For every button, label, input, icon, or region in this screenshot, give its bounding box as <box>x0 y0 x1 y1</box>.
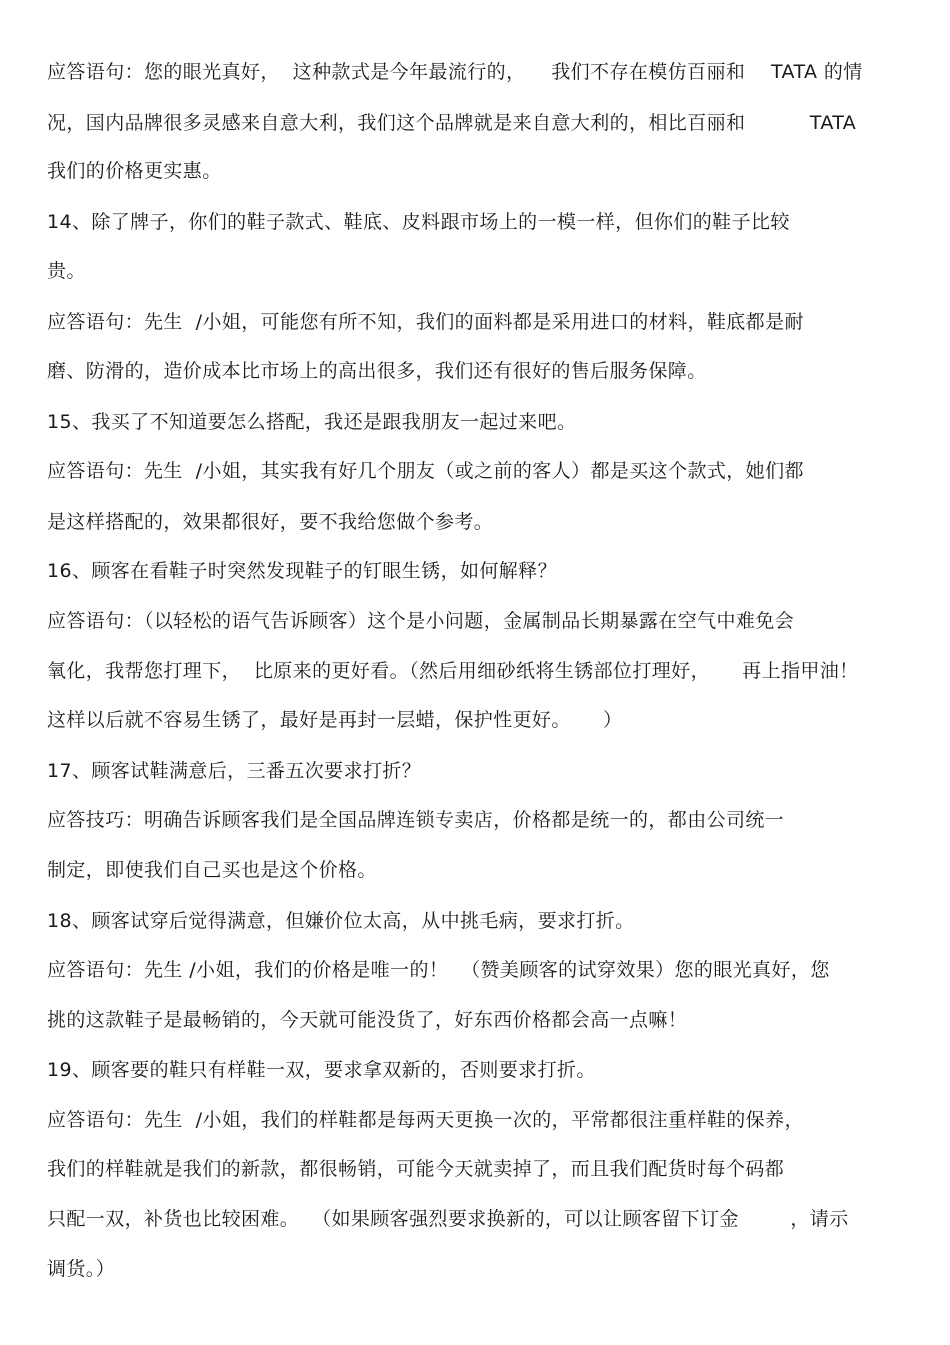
text-line-14: 这样以后就不容易生锈了，最好是再封一层蜡，保护性更好。 ） <box>47 709 623 731</box>
text-line-20: 挑的这款鞋子是最畅销的，今天就可能没货了，好东西价格都会高一点嘛！ <box>47 1009 688 1031</box>
text-line-16: 应答技巧：明确告诉顾客我们是全国品牌连锁专卖店，价格都是统一的，都由公司统一 <box>47 809 785 831</box>
text-line-25: 调货。） <box>47 1258 116 1280</box>
text-line-15: 17、顾客试鞋满意后，三番五次要求打折？ <box>47 760 422 782</box>
text-line-1: 应答语句：您的眼光真好， 这种款式是今年最流行的， 我们不存在模仿百丽和 TATA 的情 <box>47 61 863 83</box>
text-line-19: 应答语句：先生 /小姐，我们的价格是唯一的！ （赞美顾客的试穿效果）您的眼光真好，您 <box>47 959 830 981</box>
text-line-10: 是这样搭配的，效果都很好，要不我给您做个参考。 <box>47 511 494 533</box>
text-line-21: 19、顾客要的鞋只有样鞋一双，要求拿双新的，否则要求打折。 <box>47 1059 596 1081</box>
text-line-2: 况，国内品牌很多灵感来自意大利，我们这个品牌就是来自意大利的，相比百丽和 TATA <box>47 112 857 134</box>
text-line-9: 应答语句：先生 /小姐，其实我有好几个朋友（或之前的客人）都是买这个款式，她们都 <box>47 460 804 482</box>
text-line-13: 氧化，我帮您打理下， 比原来的更好看。（然后用细砂纸将生锈部位打理好， 再上指甲油！ <box>47 660 859 682</box>
text-line-12: 应答语句：（以轻松的语气告诉顾客）这个是小问题，金属制品长期暴露在空气中难免会 <box>47 610 795 632</box>
text-line-7: 磨、防滑的，造价成本比市场上的高出很多，我们还有很好的售后服务保障。 <box>47 360 707 382</box>
text-line-5: 贵。 <box>47 260 86 282</box>
text-line-11: 16、顾客在看鞋子时突然发现鞋子的钉眼生锈，如何解释？ <box>47 560 557 582</box>
text-line-18: 18、顾客试穿后觉得满意，但嫌价位太高，从中挑毛病，要求打折。 <box>47 910 635 932</box>
text-line-23: 我们的样鞋就是我们的新款，都很畅销，可能今天就卖掉了，而且我们配货时每个码都 <box>47 1158 785 1180</box>
text-line-4: 14、除了牌子，你们的鞋子款式、鞋底、皮料跟市场上的一模一样，但你们的鞋子比较 <box>47 211 790 233</box>
text-line-17: 制定，即使我们自己买也是这个价格。 <box>47 859 377 881</box>
text-line-22: 应答语句：先生 /小姐，我们的样鞋都是每两天更换一次的，平常都很注重样鞋的保养， <box>47 1109 804 1131</box>
text-line-8: 15、我买了不知道要怎么搭配，我还是跟我朋友一起过来吧。 <box>47 411 577 433</box>
text-line-24: 只配一双，补货也比较困难。 （如果顾客强烈要求换新的，可以让顾客留下订金 ，请示 <box>47 1208 849 1230</box>
text-line-3: 我们的价格更实惠。 <box>47 160 222 182</box>
text-line-6: 应答语句：先生 /小姐，可能您有所不知，我们的面料都是采用进口的材料，鞋底都是耐 <box>47 311 804 333</box>
